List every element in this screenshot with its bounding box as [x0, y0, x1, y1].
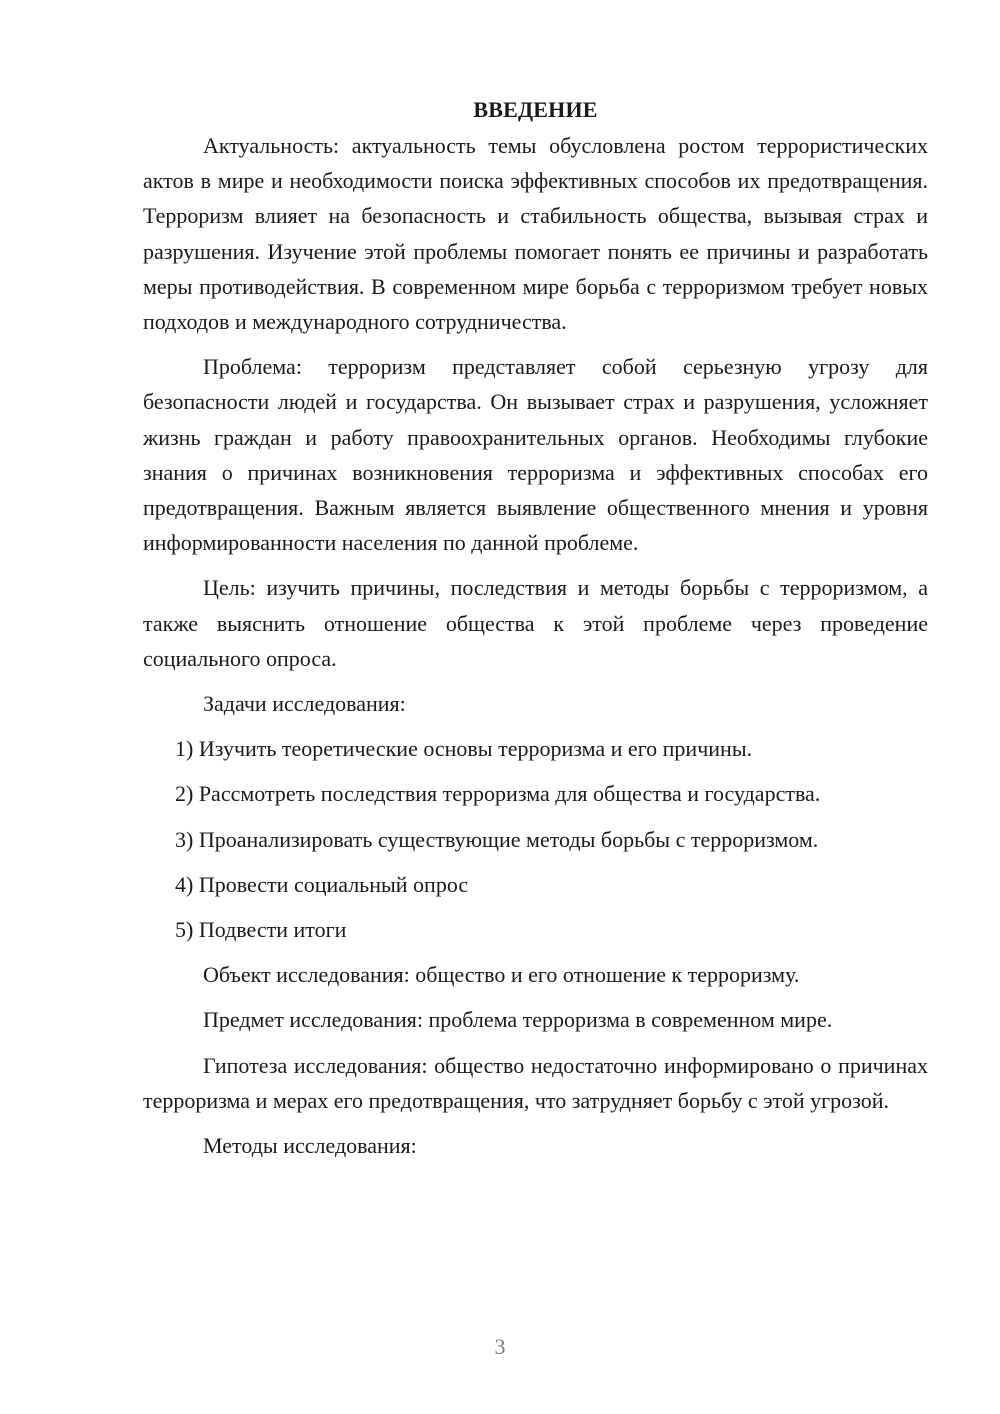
task-item-2: 2) Рассмотреть последствия терроризма для общества и государства. — [175, 781, 821, 807]
section-title: ВВЕДЕНИЕ — [473, 97, 598, 122]
paragraph-problem: Проблема: терроризм представляет собой серьезную угрозу для безопасности людей и государства. Он вызывает страх и разрушения, усложняет жизнь граждан и работу правоохранительных органов. Необходимы глубокие знания о причинах возникновения терроризма и эффективных способах его предотвращения. Важным является выявление общественного мнения и уровня информированности населения по данной проблеме. — [143, 354, 928, 556]
document-page — [143, 94, 928, 1173]
task-item-4: 4) Провести социальный опрос — [175, 871, 469, 897]
tasks-list — [143, 731, 928, 947]
methods-heading: Методы исследования: — [203, 1133, 417, 1159]
task-item-3: 3) Проанализировать существующие методы борьбы с терроризмом. — [175, 826, 819, 852]
task-item-5: 5) Подвести итоги — [175, 917, 347, 943]
page-number: 3 — [494, 1334, 506, 1359]
paragraph-hypothesis: Гипотеза исследования: общество недостаточно информировано о причинах терроризма и мерах его предотвращения, что затрудняет борьбу с этой угрозой. — [143, 1052, 928, 1113]
paragraph-subject: Предмет исследования: проблема терроризма в современном мире. — [203, 1007, 833, 1033]
tasks-heading: Задачи исследования: — [203, 691, 406, 717]
paragraph-relevance: Актуальность: актуальность темы обусловлена ростом террористических актов в мире и необходимости поиска эффективных способов их предотвращения. Терроризм влияет на безопасность и стабильность общества, вызывая страх и разрушения. Изучение этой проблемы помогает понять ее причины и разработать меры противодействия. В современном мире борьба с терроризмом требует новых подходов и международного сотрудничества. — [143, 133, 928, 335]
task-item-1: 1) Изучить теоретические основы терроризма и его причины. — [175, 736, 753, 762]
paragraph-goal: Цель: изучить причины, последствия и методы борьбы с терроризмом, а также выяснить отношение общества к этой проблеме через проведение социального опроса. — [143, 575, 928, 671]
paragraph-object: Объект исследования: общество и его отношение к терроризму. — [203, 962, 800, 988]
